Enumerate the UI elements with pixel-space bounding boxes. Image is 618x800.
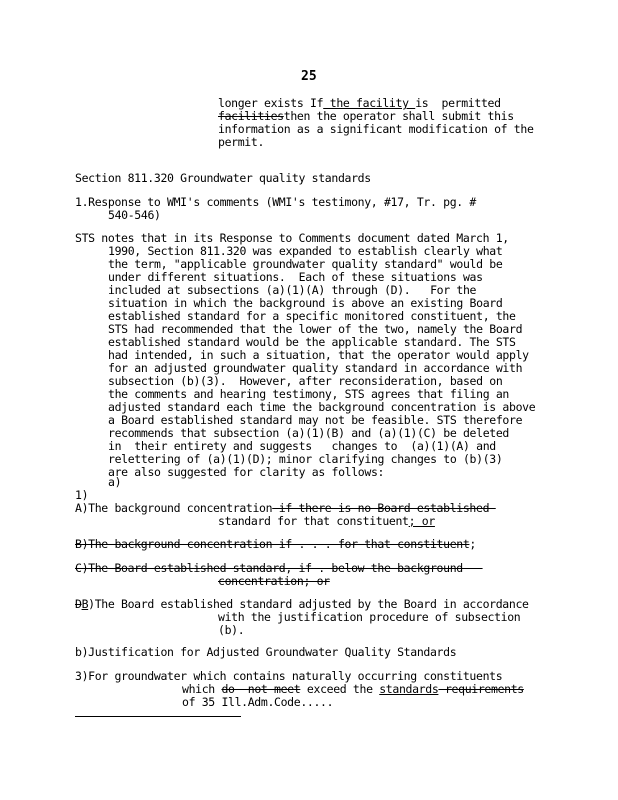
body-line: are also suggested for clarity as follows: — [108, 465, 385, 479]
item-3-line-3: of 35 Ill.Adm.Code..... — [182, 695, 334, 709]
struck-deletion: do not meet — [221, 682, 301, 696]
body-line: relettering of (a)(1)(D); minor clarifying changes to (b)(3) — [108, 452, 503, 466]
intro-text: longer exists If — [218, 96, 324, 110]
item-a-line-2 — [218, 515, 435, 528]
struck-deletion: B)The background concentration if . . . for that constituent — [75, 537, 470, 551]
body-line: established standard would be the applicable standard. The STS — [108, 335, 516, 349]
intro-text: is permitted — [415, 96, 501, 110]
response-heading: 1.Response to WMI's comments (WMI's testimony, #17, Tr. pg. # — [75, 195, 476, 209]
section-heading: Section 811.320 Groundwater quality standards — [75, 171, 371, 185]
item-a-text: standard for that constituent — [218, 514, 409, 528]
body-line: adjusted standard each time the background concentration is above — [108, 400, 536, 414]
underlined-insertion: the facility — [323, 96, 416, 110]
page-number: 25 — [301, 69, 317, 84]
item-b-line — [75, 538, 476, 551]
body-line: in their entirety and suggests changes to (a)(1)(A) and — [108, 439, 496, 453]
footnote-separator — [75, 716, 241, 717]
item-3-text: which — [182, 682, 222, 696]
intro-line-3: information as a significant modification of the — [218, 122, 534, 136]
item-c-line-1: C)The Board established standard, if . below the background — [75, 561, 483, 575]
body-line: the comments and hearing testimony, STS agrees that filing an — [108, 387, 509, 401]
item-3-line-1: 3)For groundwater which contains naturally occurring constituents — [75, 669, 503, 683]
item-a-text: A)The background concentration — [75, 501, 273, 515]
body-line: included at subsections (a)(1)(A) through (D). For the — [108, 283, 477, 297]
struck-deletion: requirements — [438, 682, 524, 696]
intro-text: then the operator shall submit this — [283, 109, 514, 123]
struck-deletion: facilities — [218, 109, 284, 123]
struck-deletion: if there is no Board established — [272, 501, 496, 515]
response-heading-cont: 540-546) — [108, 208, 161, 222]
body-line: situation in which the background is above an existing Board — [108, 296, 503, 310]
body-line: recommends that subsection (a)(1)(B) and (a)(1)(C) be deleted — [108, 426, 509, 440]
item-d-line-3: (b). — [218, 623, 245, 637]
underlined-insertion: B — [81, 597, 89, 611]
item-c-line-2: concentration; or — [218, 574, 330, 588]
body-line: had intended, in such a situation, that the operator would apply — [108, 348, 529, 362]
item-b-text: ; — [469, 537, 476, 551]
body-line: a Board established standard may not be feasible. STS therefore — [108, 413, 523, 427]
underlined-insertion: standards — [379, 682, 439, 696]
struck-deletion: D — [75, 597, 82, 611]
body-line: STS notes that in its Response to Comments document dated March 1, — [75, 231, 509, 245]
subsection-label-1: 1) — [75, 488, 89, 502]
body-line: the term, "applicable groundwater quality standard" would be — [108, 257, 503, 271]
underlined-insertion: ; or — [408, 514, 435, 528]
body-line: subsection (b)(3). However, after reconsideration, based on — [108, 374, 503, 388]
body-line: STS had recommended that the lower of the two, namely the Board — [108, 322, 523, 336]
intro-line-4: permit. — [218, 135, 265, 149]
body-line: 1990, Section 811.320 was expanded to establish clearly what — [108, 244, 503, 258]
item-d-line-2: with the justification procedure of subsection — [218, 610, 521, 624]
body-line: under different situations. Each of these situations was — [108, 270, 483, 284]
body-line: for an adjusted groundwater quality standard in accordance with — [108, 361, 523, 375]
item-d-text: )The Board established standard adjusted by the Board in accordance — [88, 597, 529, 611]
body-line: established standard for a specific monitored constituent, the — [108, 309, 516, 323]
item-3-text: exceed the — [300, 682, 380, 696]
subsection-label-a: a) — [108, 475, 122, 489]
subsection-b-heading: b)Justification for Adjusted Groundwater Quality Standards — [75, 645, 457, 659]
